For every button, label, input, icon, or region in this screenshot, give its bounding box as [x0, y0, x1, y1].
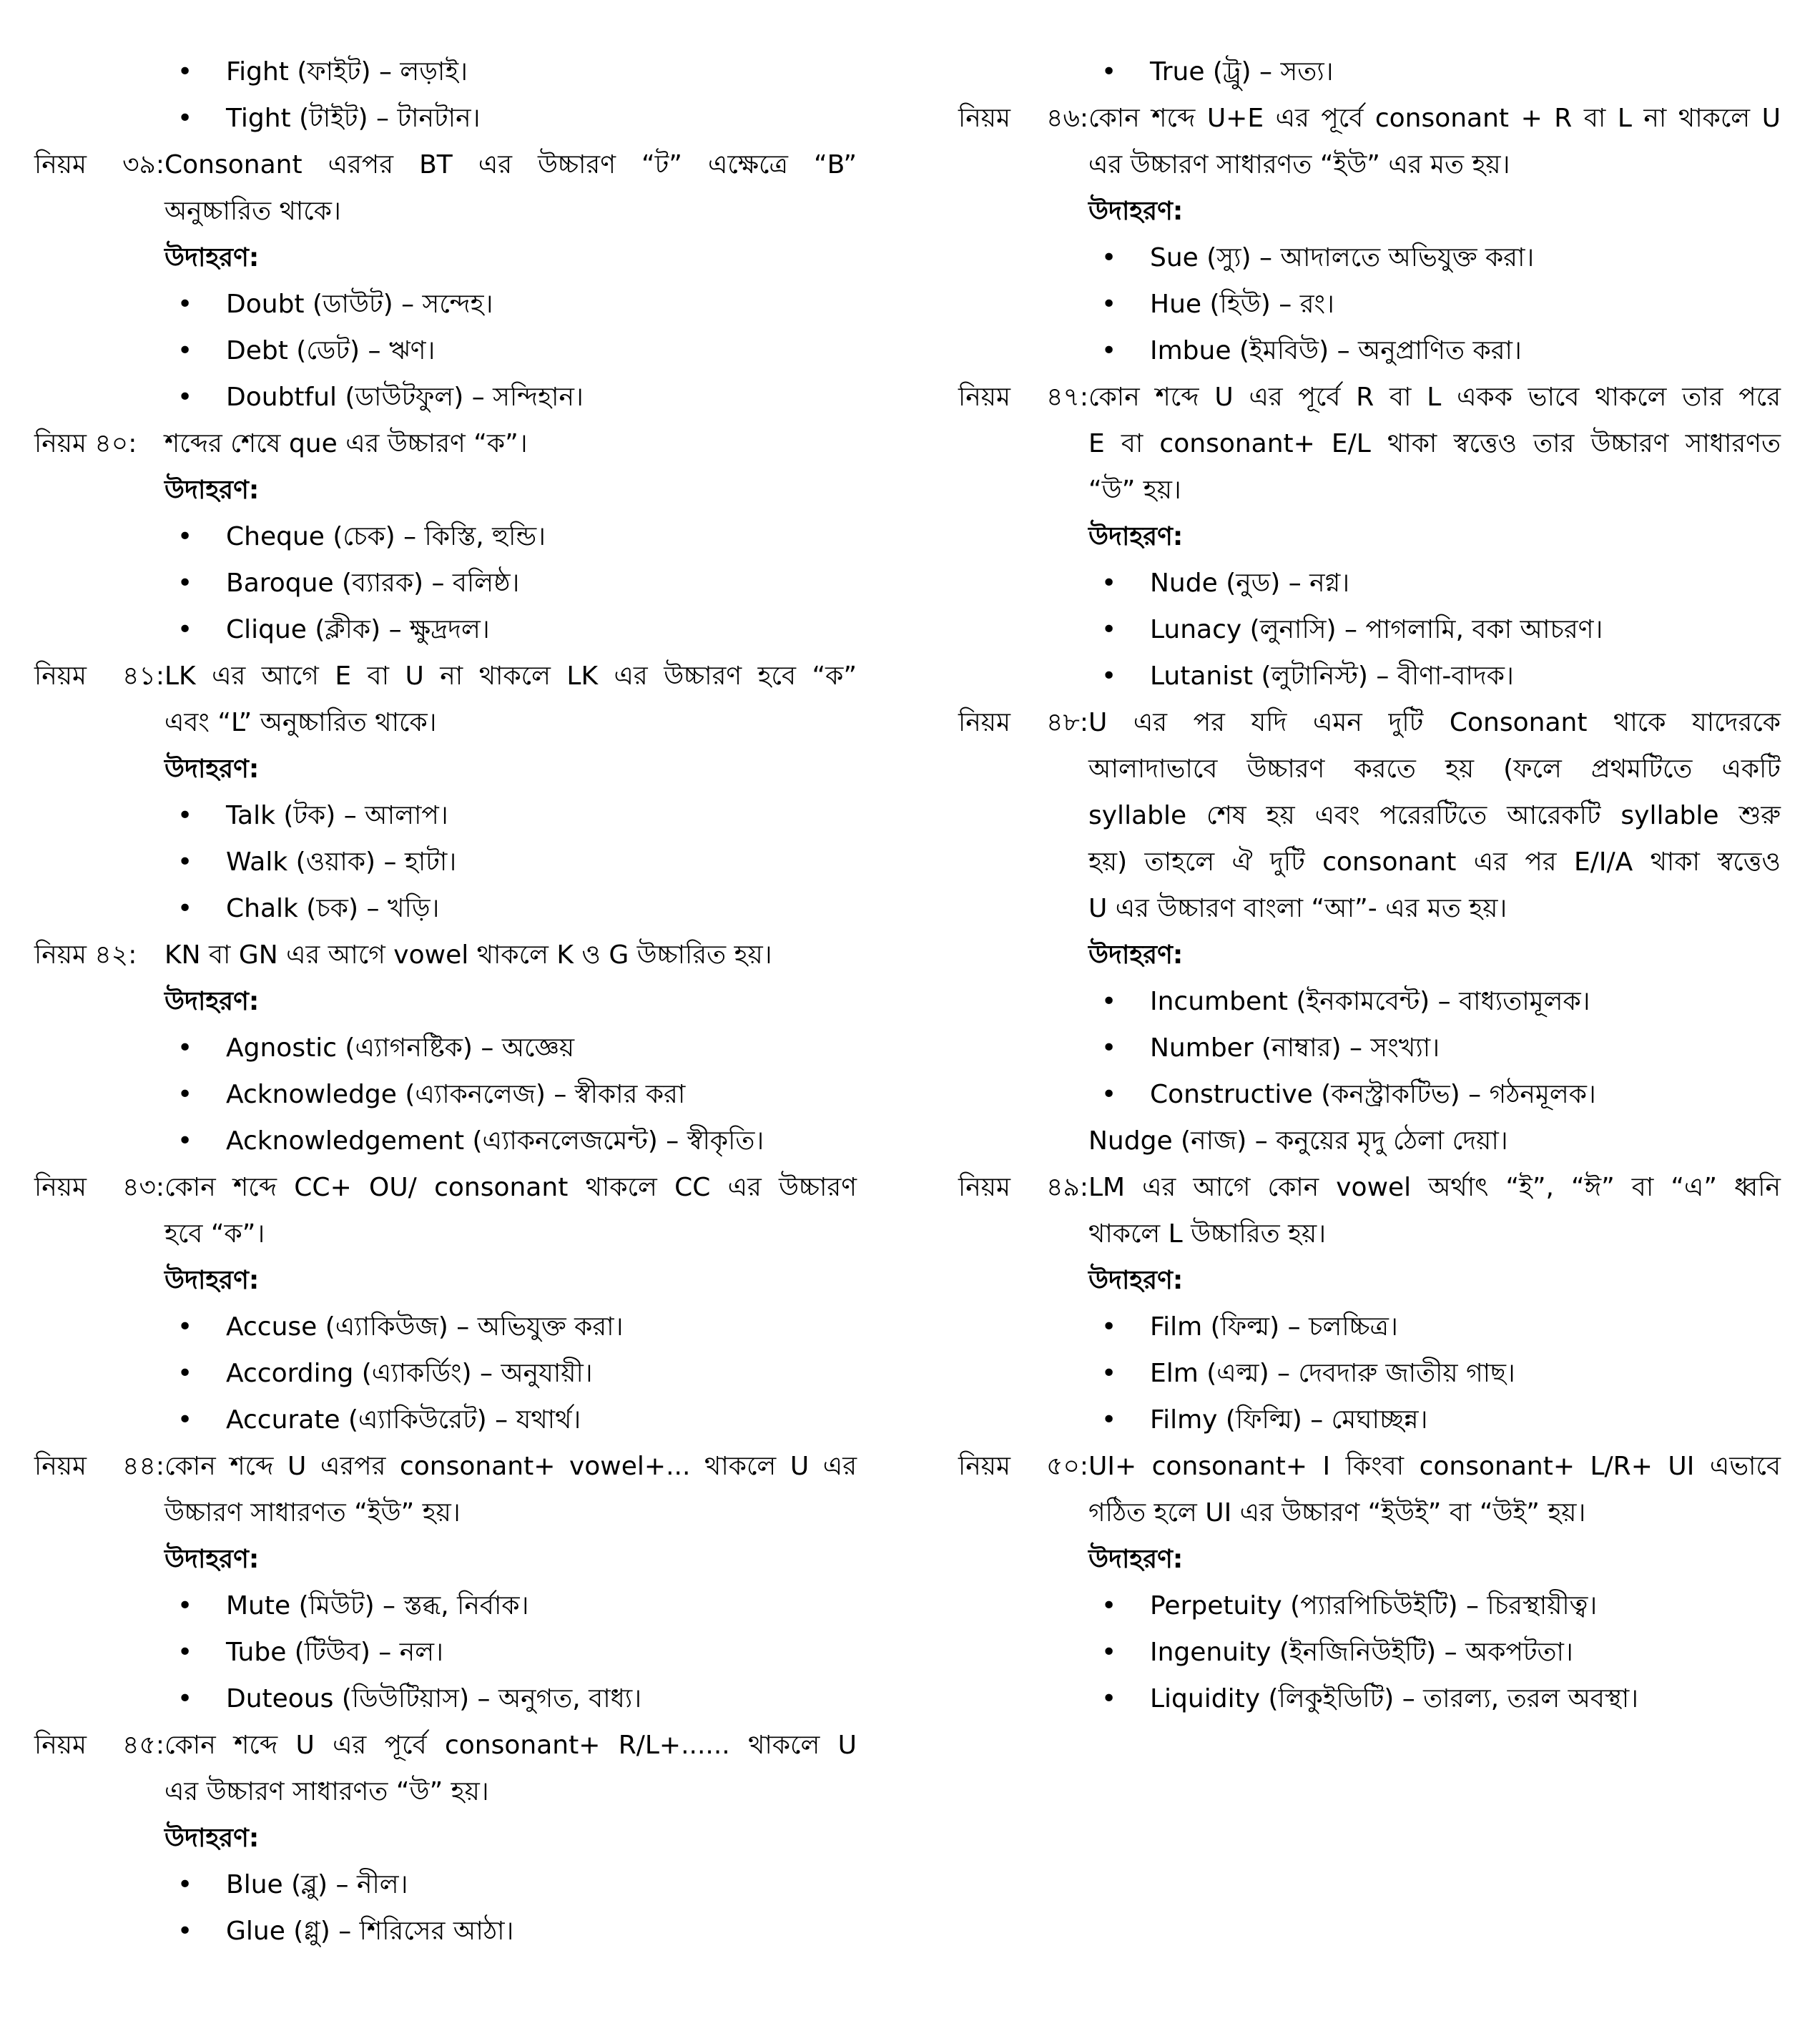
rule-text: syllable শেষ হয় এবং পরেরটিতে আরেকটি syllable শুরু: [1088, 801, 1781, 830]
list-item-text: Sue (স্যু) – আদালতে অভিযুক্ত করা।: [1150, 243, 1535, 272]
list-item-text: Debt (ডেট) – ঋণ।: [226, 336, 436, 365]
rule-text: U এর পর যদি এমন দুটি Consonant থাকে যাদেরকে: [1088, 708, 1781, 737]
rule-number: নিয়ম ৪৩:: [34, 1173, 164, 1202]
rule-text: কোন শব্দে U এর পূর্বে R বা L একক ভাবে থাকলে তার পরে: [1088, 383, 1781, 412]
plain-line: Nudge (নাজ) – কনুয়ের মৃদু ঠেলা দেয়া।: [1088, 1126, 1508, 1156]
bullet-icon: •: [1101, 1312, 1117, 1342]
list-item: [34, 606, 857, 653]
list-item-text: Doubt (ডাউট) – সন্দেহ।: [226, 290, 493, 319]
list-item: [34, 1908, 857, 1954]
list-item: [34, 1397, 857, 1443]
list-item: [958, 1583, 1781, 1629]
list-item: [958, 1676, 1781, 1722]
list-item-text: Baroque (ব্যারক) – বলিষ্ঠ।: [226, 569, 520, 598]
list-item-text: Lunacy (লুনাসি) – পাগলামি, বকা আচরণ।: [1150, 615, 1603, 644]
list-item: [958, 1629, 1781, 1676]
rule-text-line: [958, 1211, 1781, 1257]
list-item: [34, 560, 857, 606]
list-item: [34, 1862, 857, 1908]
list-item-text: Film (ফিল্ম) – চলচ্চিত্র।: [1150, 1312, 1398, 1342]
bullet-icon: •: [1101, 987, 1117, 1016]
rule-text: “উ” হয়।: [1088, 476, 1181, 505]
bullet-icon: •: [177, 801, 193, 830]
rule-number: নিয়ম ৩৯:: [34, 150, 164, 179]
bullet-icon: •: [177, 104, 193, 133]
rule-text-line: [958, 142, 1781, 188]
rule-text-line: [958, 467, 1781, 513]
rule-text-line: [34, 1769, 857, 1815]
rule-text: গঠিত হলে UI এর উচ্চারণ “ইউই” বা “উই” হয়।: [1088, 1498, 1586, 1528]
rule-text: হবে “ক”।: [164, 1219, 265, 1249]
bullet-icon: •: [177, 1359, 193, 1388]
list-item-text: Mute (মিউট) – স্তব্ধ, নির্বাক।: [226, 1591, 529, 1620]
list-item-text: Cheque (চেক) – কিস্তি, হুন্ডি।: [226, 522, 546, 551]
list-item-text: True (ট্রু) – সত্য।: [1150, 57, 1334, 87]
rule-block: [958, 95, 1781, 188]
rule-text-line: [958, 1443, 1781, 1490]
rule-text: হয়) তাহলে ঐ দুটি consonant এর পর E/I/A থাকা স্বত্তেও: [1088, 847, 1781, 877]
bullet-icon: •: [177, 1684, 193, 1713]
rule-text-line: [958, 1164, 1781, 1211]
bullet-icon: •: [177, 290, 193, 319]
rule-text-line: [958, 699, 1781, 746]
right-column: [958, 49, 1781, 1722]
list-item-text: Glue (গ্লু) – শিরিসের আঠা।: [226, 1917, 514, 1946]
bullet-icon: •: [177, 1591, 193, 1620]
list-item-text: Tight (টাইট) – টানটান।: [226, 104, 481, 133]
rule-block: [34, 653, 857, 746]
list-item: [958, 1304, 1781, 1350]
list-item: [34, 281, 857, 328]
rule-text: অনুচ্চারিত থাকে।: [164, 197, 341, 226]
rule-text: এর উচ্চারণ সাধারণত “ইউ” এর মত হয়।: [1088, 150, 1510, 179]
bullet-icon: •: [1101, 290, 1117, 319]
list-item-text: Liquidity (লিকুইডিটি) – তারল্য, তরল অবস্থা।: [1150, 1684, 1639, 1713]
rule-number: নিয়ম ৪৭:: [958, 383, 1088, 412]
rule-number: নিয়ম ৪৯:: [958, 1173, 1088, 1202]
list-item-text: Filmy (ফিল্মি) – মেঘাচ্ছন্ন।: [1150, 1405, 1428, 1435]
bullet-icon: •: [177, 57, 193, 87]
bullet-icon: •: [1101, 1405, 1117, 1435]
rule-text: থাকলে L উচ্চারিত হয়।: [1088, 1219, 1327, 1249]
rule-text: কোন শব্দে CC+ OU/ consonant থাকলে CC এর উচ্চারণ: [164, 1173, 857, 1202]
rule-text-line: [958, 1490, 1781, 1536]
list-item: [958, 978, 1781, 1025]
example-heading: উদাহরণ:: [164, 1545, 260, 1574]
rule-text: E বা consonant+ E/L থাকা স্বত্তেও তার উচ্চারণ সাধারণত: [1088, 429, 1781, 458]
bullet-icon: •: [177, 847, 193, 877]
bullet-icon: •: [1101, 1591, 1117, 1620]
list-item: [34, 1118, 857, 1164]
rule-text: কোন শব্দে U এর পূর্বে consonant+ R/L+...... থাকলে U: [164, 1731, 857, 1760]
rule-block: [958, 1443, 1781, 1536]
rule-block: [958, 374, 1781, 513]
bullet-icon: •: [1101, 336, 1117, 365]
rule-text-line: [958, 746, 1781, 792]
list-item: [958, 606, 1781, 653]
list-item: [34, 1583, 857, 1629]
rule-number: নিয়ম ৪৫:: [34, 1731, 164, 1760]
example-heading: উদাহরণ:: [1088, 197, 1184, 226]
example-heading: উদাহরণ:: [164, 754, 260, 784]
list-item: [34, 328, 857, 374]
rule-number: নিয়ম ৪৮:: [958, 708, 1088, 737]
list-item-text: Tube (টিউব) – নল।: [226, 1638, 443, 1667]
rule-text: শব্দের শেষে que এর উচ্চারণ “ক”।: [164, 429, 528, 458]
rule-text-line: [958, 374, 1781, 421]
rule-text: Consonant এরপর BT এর উচ্চারণ “ট” এক্ষেত্রে “B”: [164, 150, 857, 179]
list-item: [34, 1304, 857, 1350]
example-heading: উদাহরণ:: [1088, 522, 1184, 551]
bullet-icon: •: [1101, 243, 1117, 272]
bullet-icon: •: [1101, 1080, 1117, 1109]
list-item: [34, 1071, 857, 1118]
rule-text-line: [958, 421, 1781, 467]
rule-text-line: [34, 1722, 857, 1769]
list-item-text: Accuse (এ্যাকিউজ) – অভিযুক্ত করা।: [226, 1312, 624, 1342]
rule-text-line: [34, 653, 857, 699]
list-item: [958, 49, 1781, 95]
example-heading: উদাহরণ:: [1088, 940, 1184, 970]
list-item: [34, 839, 857, 885]
rule-text-line: [34, 1443, 857, 1490]
bullet-icon: •: [177, 615, 193, 644]
list-item-text: Ingenuity (ইনজিনিউইটি) – অকপটতা।: [1150, 1638, 1573, 1667]
rule-text-line: [34, 932, 857, 978]
list-item: [958, 235, 1781, 281]
list-item: [34, 1025, 857, 1071]
list-item: [34, 1350, 857, 1397]
list-item: [958, 1350, 1781, 1397]
bullet-icon: •: [1101, 569, 1117, 598]
rule-text-line: [34, 1490, 857, 1536]
bullet-icon: •: [1101, 1684, 1117, 1713]
list-item-text: Walk (ওয়াক) – হাটা।: [226, 847, 457, 877]
rule-text-line: [958, 885, 1781, 932]
rule-text: LM এর আগে কোন vowel অর্থাৎ “ই”, “ঈ” বা “এ” ধ্বনি: [1088, 1173, 1781, 1202]
list-item-text: Elm (এল্ম) – দেবদারু জাতীয় গাছ।: [1150, 1359, 1515, 1388]
rule-number: নিয়ম ৪১:: [34, 662, 164, 691]
bullet-icon: •: [1101, 662, 1117, 691]
bullet-icon: •: [1101, 57, 1117, 87]
rule-text-line: [958, 95, 1781, 142]
rule-number: নিয়ম ৪০:: [34, 429, 137, 458]
list-item-text: Talk (টক) – আলাপ।: [226, 801, 448, 830]
list-item-text: Duteous (ডিউটিয়াস) – অনুগত, বাধ্য।: [226, 1684, 642, 1713]
rule-block: [958, 699, 1781, 932]
rule-block: [34, 1722, 857, 1815]
rule-block: [34, 421, 857, 467]
list-item-text: According (এ্যাকর্ডিং) – অনুযায়ী।: [226, 1359, 593, 1388]
bullet-icon: •: [177, 894, 193, 923]
rule-block: [34, 932, 857, 978]
list-item-text: Acknowledgement (এ্যাকনলেজমেন্ট) – স্বীকৃতি।: [226, 1126, 764, 1156]
rule-text: LK এর আগে E বা U না থাকলে LK এর উচ্চারণ হবে “ক”: [164, 662, 857, 691]
rule-text: আলাদাভাবে উচ্চারণ করতে হয় (ফলে প্রথমটিতে একটি: [1088, 754, 1781, 784]
example-heading: উদাহরণ:: [164, 987, 260, 1016]
bullet-icon: •: [177, 569, 193, 598]
rule-text: U এর উচ্চারণ বাংলা “আ”- এর মত হয়।: [1088, 894, 1507, 923]
list-item-text: Incumbent (ইনকামবেন্ট) – বাধ্যতামূলক।: [1150, 987, 1590, 1016]
rule-block: [958, 1164, 1781, 1257]
left-column: [34, 49, 857, 1954]
list-item-text: Chalk (চক) – খড়ি।: [226, 894, 440, 923]
list-item: [958, 1397, 1781, 1443]
list-item-text: Constructive (কনস্ট্রাকটিভ) – গঠনমূলক।: [1150, 1080, 1596, 1109]
rule-text: UI+ consonant+ I কিংবা consonant+ L/R+ UI এভাবে: [1088, 1452, 1781, 1481]
list-item-text: Hue (হিউ) – রং।: [1150, 290, 1334, 319]
list-item-text: Fight (ফাইট) – লড়াই।: [226, 57, 468, 87]
rule-block: [34, 142, 857, 235]
bullet-icon: •: [177, 1126, 193, 1156]
rule-number: নিয়ম ৪৪:: [34, 1452, 164, 1481]
rule-text: কোন শব্দে U এরপর consonant+ vowel+... থাকলে U এর: [164, 1452, 857, 1481]
bullet-icon: •: [1101, 1359, 1117, 1388]
list-item: [34, 49, 857, 95]
list-item-text: Imbue (ইমবিউ) – অনুপ্রাণিত করা।: [1150, 336, 1522, 365]
rule-number: নিয়ম ৪৬:: [958, 104, 1088, 133]
list-item-text: Nude (নুড) – নগ্ন।: [1150, 569, 1350, 598]
rule-block: [34, 1443, 857, 1536]
example-heading: উদাহরণ:: [1088, 1545, 1184, 1574]
example-heading: উদাহরণ:: [164, 476, 260, 505]
example-heading: উদাহরণ:: [1088, 1266, 1184, 1295]
bullet-icon: •: [1101, 1638, 1117, 1667]
rule-text-line: [958, 792, 1781, 839]
rule-text-line: [34, 1164, 857, 1211]
list-item: [958, 328, 1781, 374]
list-item: [34, 1676, 857, 1722]
rule-text-line: [34, 699, 857, 746]
example-heading: উদাহরণ:: [164, 1824, 260, 1853]
example-heading: উদাহরণ:: [164, 243, 260, 272]
list-item: [958, 1071, 1781, 1118]
bullet-icon: •: [1101, 615, 1117, 644]
list-item: [958, 560, 1781, 606]
list-item-text: Doubtful (ডাউটফুল) – সন্দিহান।: [226, 383, 584, 412]
bullet-icon: •: [177, 1405, 193, 1435]
list-item: [958, 1025, 1781, 1071]
list-item: [34, 885, 857, 932]
rule-text-line: [34, 142, 857, 188]
list-item: [34, 513, 857, 560]
bullet-icon: •: [177, 1312, 193, 1342]
bullet-icon: •: [177, 336, 193, 365]
rule-number: নিয়ম ৫০:: [958, 1452, 1088, 1481]
list-item: [34, 1629, 857, 1676]
rule-text: এবং “L” অনুচ্চারিত থাকে।: [164, 708, 437, 737]
rule-text-line: [958, 839, 1781, 885]
bullet-icon: •: [177, 1033, 193, 1063]
rule-text: KN বা GN এর আগে vowel থাকলে K ও G উচ্চারিত হয়।: [164, 940, 772, 970]
list-item: [34, 95, 857, 142]
list-item-text: Perpetuity (প্যারপিচিউইটি) – চিরস্থায়ীত্ব।: [1150, 1591, 1598, 1620]
list-item: [34, 792, 857, 839]
bullet-icon: •: [177, 383, 193, 412]
list-item-text: Accurate (এ্যাকিউরেট) – যথার্থ।: [226, 1405, 581, 1435]
rule-text-line: [34, 1211, 857, 1257]
list-item: [958, 653, 1781, 699]
rule-text: এর উচ্চারণ সাধারণত “উ” হয়।: [164, 1777, 489, 1806]
rule-text-line: [34, 188, 857, 235]
rule-text-line: [34, 421, 857, 467]
rule-block: [34, 1164, 857, 1257]
rule-text: কোন শব্দে U+E এর পূর্বে consonant + R বা L না থাকলে U: [1088, 104, 1781, 133]
bullet-icon: •: [177, 522, 193, 551]
example-heading: উদাহরণ:: [164, 1266, 260, 1295]
bullet-icon: •: [1101, 1033, 1117, 1063]
bullet-icon: •: [177, 1917, 193, 1946]
list-item-text: Blue (ব্লু) – নীল।: [226, 1870, 408, 1899]
rule-number: নিয়ম ৪২:: [34, 940, 137, 970]
bullet-icon: •: [177, 1080, 193, 1109]
list-item-text: Agnostic (এ্যাগনষ্টিক) – অজ্ঞেয়: [226, 1033, 575, 1063]
list-item: [958, 281, 1781, 328]
bullet-icon: •: [177, 1638, 193, 1667]
list-item: [34, 374, 857, 421]
bullet-icon: •: [177, 1870, 193, 1899]
list-item-text: Acknowledge (এ্যাকনলেজ) – স্বীকার করা: [226, 1080, 686, 1109]
list-item-text: Clique (ক্লীক) – ক্ষুদ্রদল।: [226, 615, 490, 644]
list-item-text: Lutanist (লুটানিস্ট) – বীণা-বাদক।: [1150, 662, 1514, 691]
rule-text: উচ্চারণ সাধারণত “ইউ” হয়।: [164, 1498, 461, 1528]
list-item-text: Number (নাম্বার) – সংখ্যা।: [1150, 1033, 1440, 1063]
